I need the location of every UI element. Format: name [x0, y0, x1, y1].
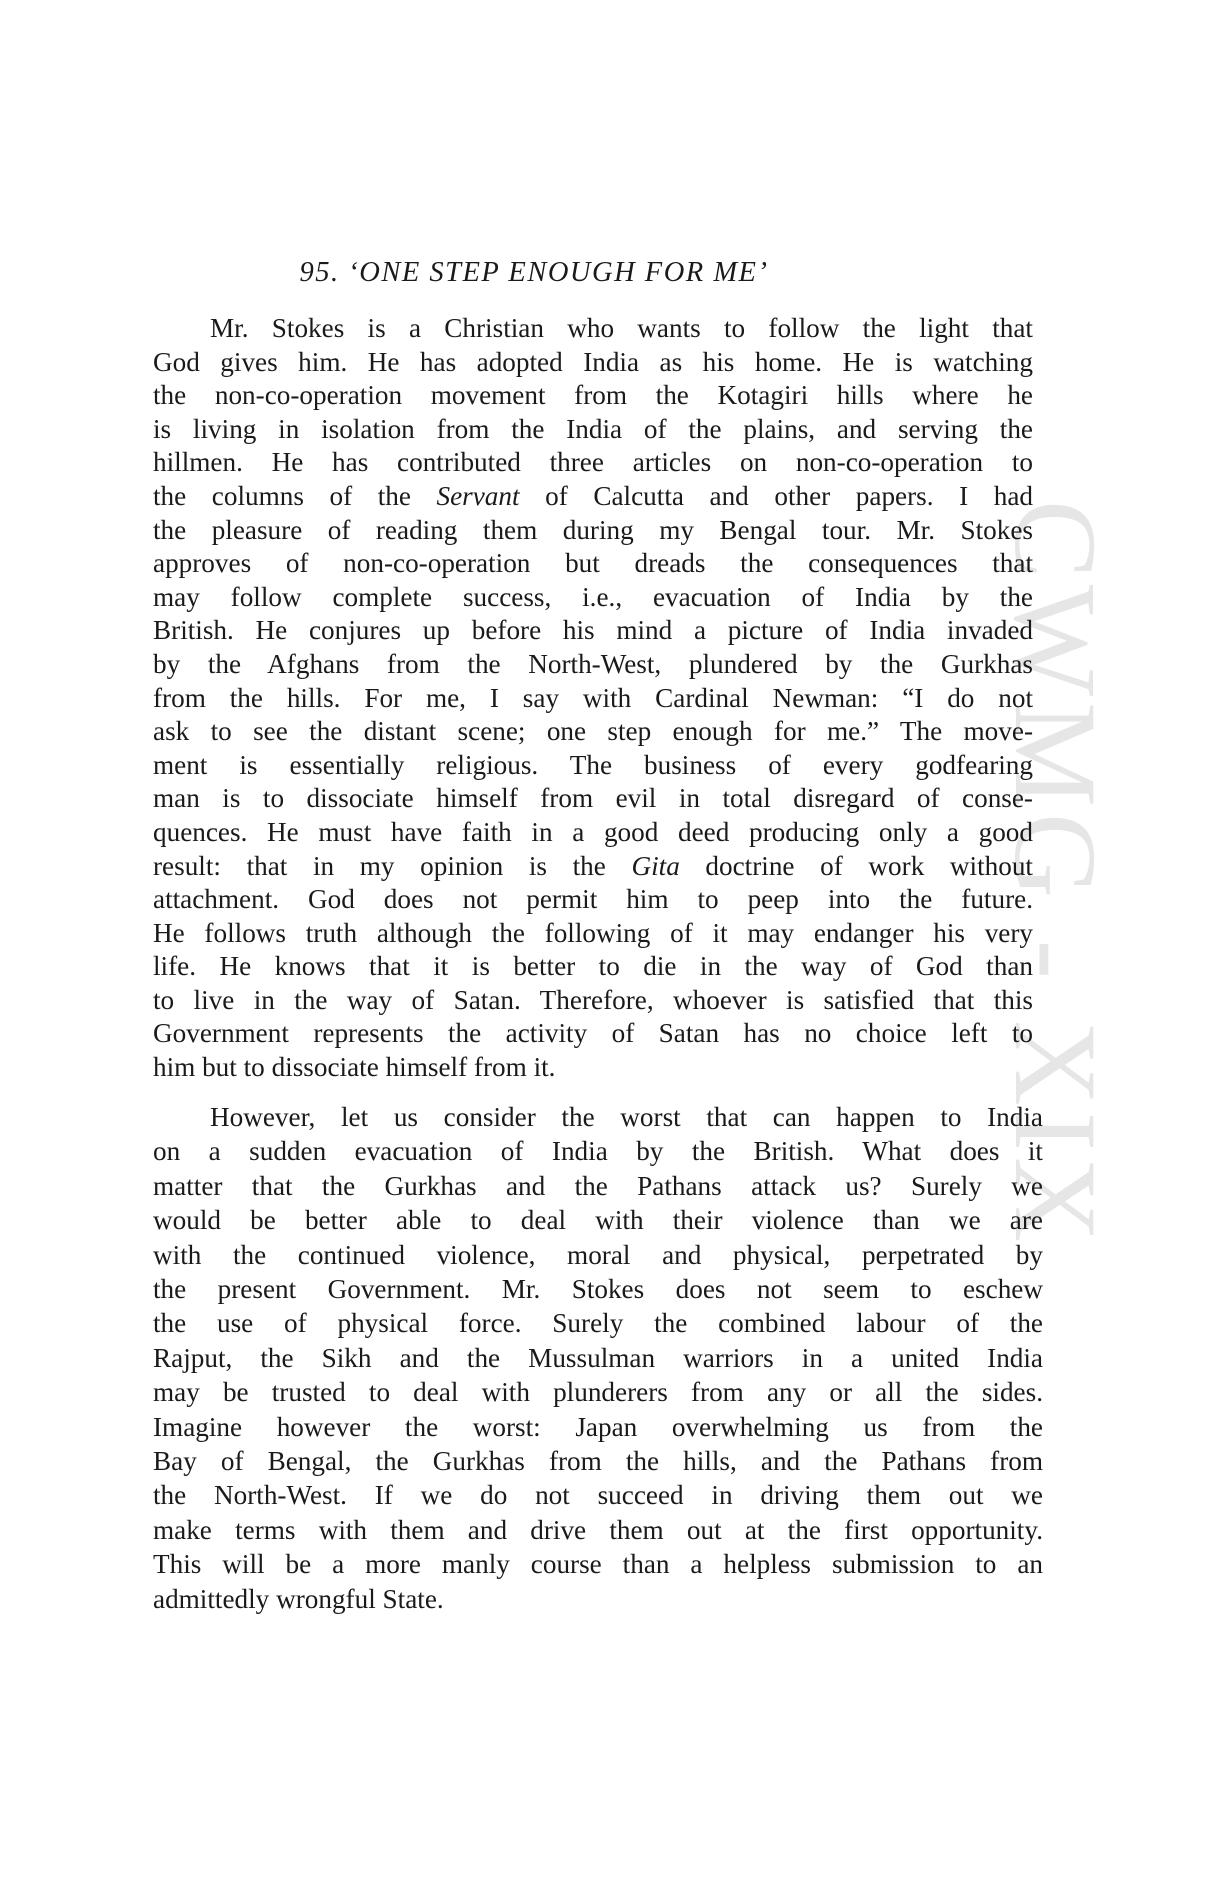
paragraph-line: Imagine however the worst: Japan overwhelming us from the — [153, 1411, 1043, 1442]
paragraph-line: ask to see the distant scene; one step enough for me.” The move- — [153, 716, 1033, 747]
paragraph-line: result: that in my opinion is the Gita doctrine of work without — [153, 850, 1033, 881]
paragraph-line: matter that the Gurkhas and the Pathans attack us? Surely we — [153, 1170, 1043, 1201]
paragraph-line: quences. He must have faith in a good deed producing only a good — [153, 816, 1033, 847]
article-number: 95. — [299, 257, 340, 288]
paragraph-line: This will be a more manly course than a helpless submission to an — [153, 1549, 1043, 1580]
paragraph-line: approves of non-co-operation but dreads the consequences that — [153, 548, 1033, 579]
paragraph-line: may be trusted to deal with plunderers from any or all the sides. — [153, 1377, 1043, 1408]
paragraph-line: However, let us consider the worst that can happen to India — [210, 1102, 1043, 1132]
paragraph-line: with the continued violence, moral and physical, perpetrated by — [153, 1239, 1043, 1270]
paragraph-line: on a sudden evacuation of India by the British. What does it — [153, 1136, 1043, 1167]
paragraph-line: make terms with them and drive them out at the first opportunity. — [153, 1514, 1043, 1545]
paragraph-line: him but to dissociate himself from it. — [153, 1052, 556, 1083]
paragraph-line: the columns of the Servant of Calcutta and other papers. I had — [153, 480, 1033, 511]
paragraph-line: from the hills. For me, I say with Cardinal Newman: “I do not — [153, 682, 1033, 713]
paragraph-1 — [153, 312, 1033, 1085]
paragraph-line: hillmen. He has contributed three articles on non-co-operation to — [153, 447, 1033, 478]
paragraph-line: may follow complete success, i.e., evacuation of India by the — [153, 581, 1033, 612]
paragraph-line: the use of physical force. Surely the combined labour of the — [153, 1308, 1043, 1339]
paragraph-line: He follows truth although the following of it may endanger his very — [153, 917, 1033, 948]
paragraph-line: to live in the way of Satan. Therefore, whoever is satisfied that this — [153, 984, 1033, 1015]
paragraph-line: God gives him. He has adopted India as his home. He is watching — [153, 346, 1033, 377]
paragraph-line: the non-co-operation movement from the Kotagiri hills where he — [153, 380, 1033, 411]
paragraph-line: admittedly wrongful State. — [153, 1583, 444, 1614]
watermark-text: CWMG - XIX — [990, 500, 1121, 1249]
paragraph-line: ment is essentially religious. The business of every godfearing — [153, 749, 1033, 780]
paragraph-line: the North-West. If we do not succeed in driving them out we — [153, 1480, 1043, 1511]
article-heading — [153, 257, 915, 289]
paragraph-line: Government represents the activity of Satan has no choice left to — [153, 1018, 1033, 1049]
paragraph-line: life. He knows that it is better to die in the way of God than — [153, 951, 1033, 982]
paragraph-line: Mr. Stokes is a Christian who wants to follow the light that — [210, 313, 1033, 343]
paragraph-line: man is to dissociate himself from evil in total disregard of conse- — [153, 783, 1033, 814]
paragraph-line: is living in isolation from the India of the plains, and serving the — [153, 413, 1033, 444]
paragraph-line: British. He conjures up before his mind a picture of India invaded — [153, 615, 1033, 646]
paragraph-line: by the Afghans from the North-West, plundered by the Gurkhas — [153, 648, 1033, 679]
paragraph-line: Rajput, the Sikh and the Mussulman warriors in a united India — [153, 1342, 1043, 1373]
paragraph-line: attachment. God does not permit him to peep into the future. — [153, 884, 1033, 915]
article-title: ‘ONE STEP ENOUGH FOR ME’ — [348, 257, 769, 288]
paragraph-line: the present Government. Mr. Stokes does not seem to eschew — [153, 1274, 1043, 1305]
paragraph-line: would be better able to deal with their violence than we are — [153, 1205, 1043, 1236]
paragraph-line: the pleasure of reading them during my Bengal tour. Mr. Stokes — [153, 514, 1033, 545]
paragraph-line: Bay of Bengal, the Gurkhas from the hills, and the Pathans from — [153, 1446, 1043, 1477]
paragraph-2 — [153, 1100, 1043, 1616]
